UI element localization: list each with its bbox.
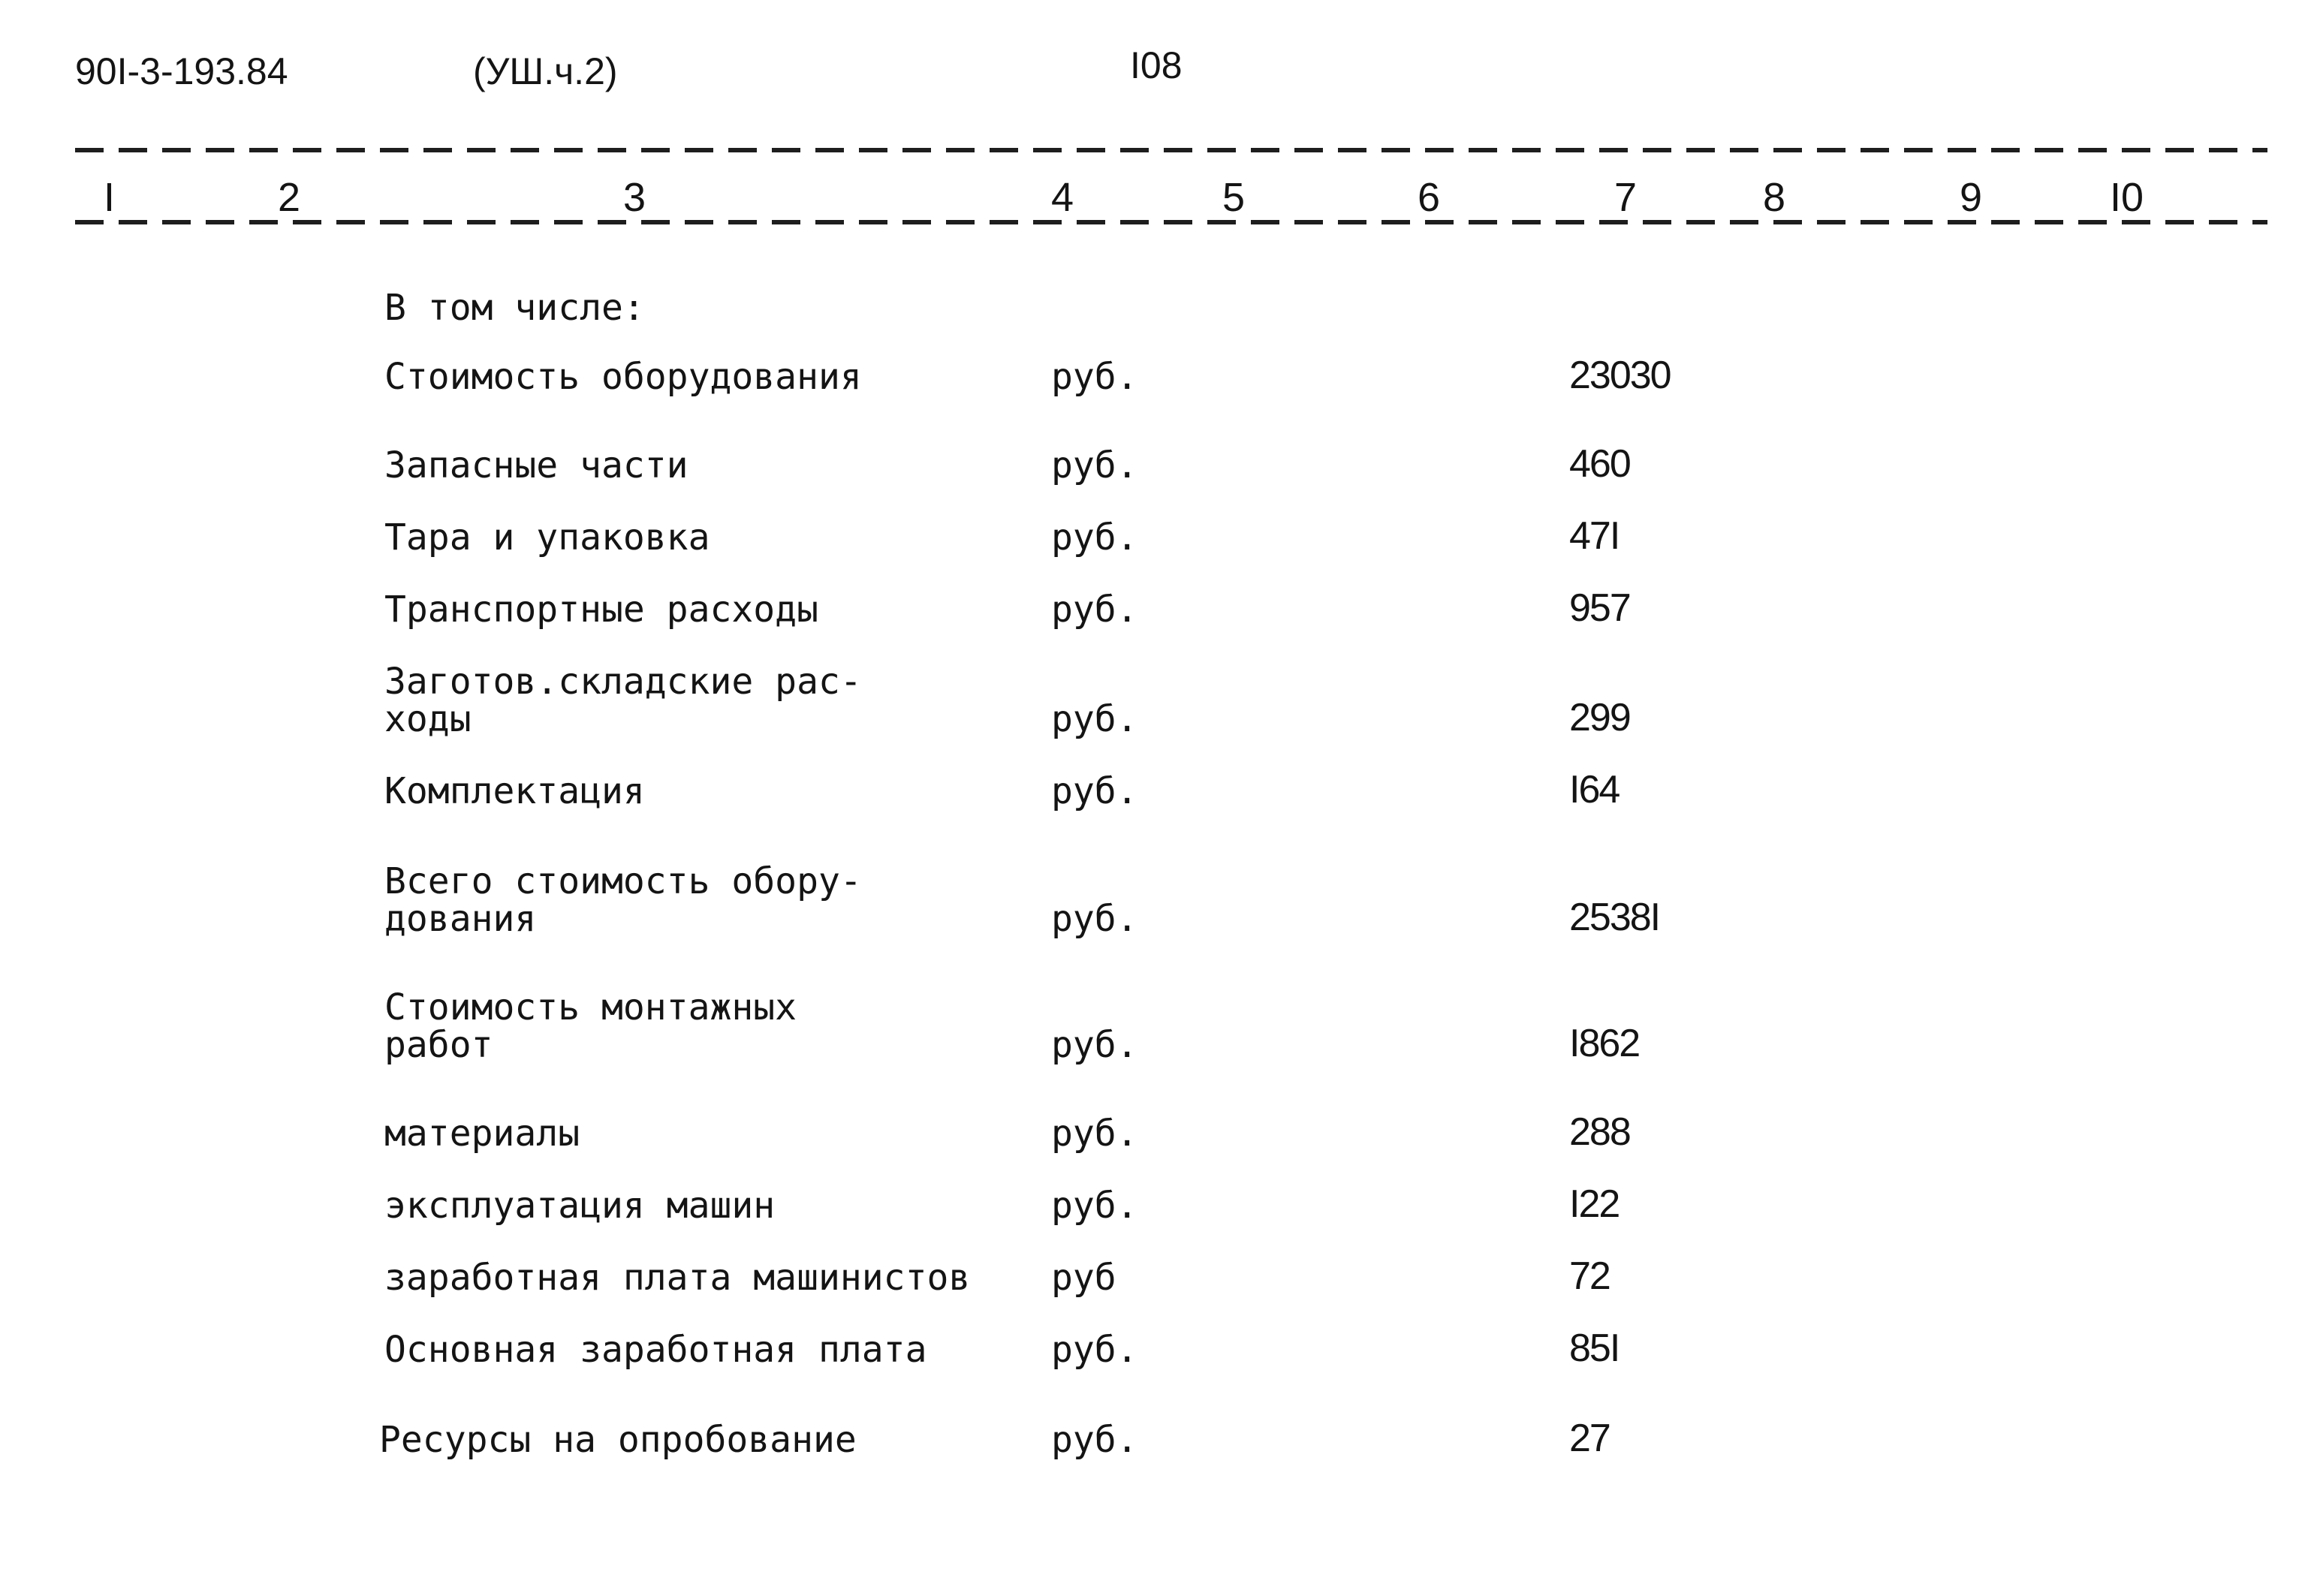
row-value: 23030 xyxy=(1569,354,1671,397)
column-number-6: 6 xyxy=(1418,175,1441,220)
bottom-dashed-rule xyxy=(75,220,2267,224)
column-number-1: I xyxy=(104,175,116,220)
row-name-installation-cost: Стоимость монтажных xyxy=(384,986,797,1028)
column-number-4: 4 xyxy=(1051,175,1074,220)
row-unit: руб. xyxy=(1051,698,1138,740)
row-unit: руб. xyxy=(1051,444,1138,486)
row-value: 288 xyxy=(1569,1110,1630,1154)
row-name-packaging: Тара и упаковка xyxy=(384,516,710,559)
top-dashed-rule xyxy=(75,148,2267,152)
row-value: 27 xyxy=(1569,1417,1610,1460)
row-name-materials: материалы xyxy=(384,1113,580,1155)
column-number-5: 5 xyxy=(1222,175,1246,220)
row-value: I22 xyxy=(1569,1182,1620,1226)
row-name-operator-wages: заработная плата машинистов xyxy=(384,1257,971,1299)
row-name-completion: Комплектация xyxy=(384,770,645,812)
column-number-2: 2 xyxy=(278,175,301,220)
row-name-warehouse-costs: Заготов.складские рас- xyxy=(384,661,862,703)
row-name-transport-costs: Транспортные расходы xyxy=(384,589,818,631)
column-number-8: 8 xyxy=(1763,175,1786,220)
row-value: 299 xyxy=(1569,696,1630,739)
row-value: 47I xyxy=(1569,514,1620,558)
column-number-9: 9 xyxy=(1960,175,1983,220)
row-name-total-equipment: Всего стоимость обору- xyxy=(384,860,862,902)
row-name-spare-parts: Запасные части xyxy=(384,444,688,486)
row-name-installation-cost-cont: работ xyxy=(384,1024,493,1066)
row-unit: руб. xyxy=(1051,1329,1138,1371)
row-name-machine-operation: эксплуатация машин xyxy=(384,1185,776,1227)
row-value: I862 xyxy=(1569,1022,1640,1065)
document-code: 90I-3-193.84 xyxy=(75,50,288,92)
column-number-7: 7 xyxy=(1614,175,1638,220)
intro-label: В том числе: xyxy=(384,287,645,329)
row-name-base-wages: Основная заработная плата xyxy=(384,1329,927,1371)
row-unit: руб xyxy=(1051,1257,1116,1299)
column-number-10: I0 xyxy=(2110,175,2144,220)
column-number-3: 3 xyxy=(623,175,646,220)
row-unit: руб. xyxy=(1051,1419,1138,1461)
row-name-testing-resources: Ресурсы на опробование xyxy=(379,1419,857,1461)
row-unit: руб. xyxy=(1051,356,1138,398)
section-label: (УШ.ч.2) xyxy=(473,50,618,92)
row-value: 957 xyxy=(1569,586,1630,630)
row-value: 2538I xyxy=(1569,896,1660,939)
row-unit: руб. xyxy=(1051,1024,1138,1066)
page-number: I08 xyxy=(1130,44,1183,86)
row-unit: руб. xyxy=(1051,1185,1138,1227)
row-unit: руб. xyxy=(1051,589,1138,631)
row-value: 460 xyxy=(1569,442,1630,486)
row-value: I64 xyxy=(1569,768,1620,812)
row-unit: руб. xyxy=(1051,516,1138,559)
row-value: 85I xyxy=(1569,1326,1620,1370)
row-unit: руб. xyxy=(1051,770,1138,812)
row-unit: руб. xyxy=(1051,898,1138,940)
row-name-warehouse-costs-cont: ходы xyxy=(384,698,472,740)
row-value: 72 xyxy=(1569,1254,1610,1298)
row-name-equipment-cost: Стоимость оборудования xyxy=(384,356,862,398)
row-unit: руб. xyxy=(1051,1113,1138,1155)
row-name-total-equipment-cont: дования xyxy=(384,898,537,940)
